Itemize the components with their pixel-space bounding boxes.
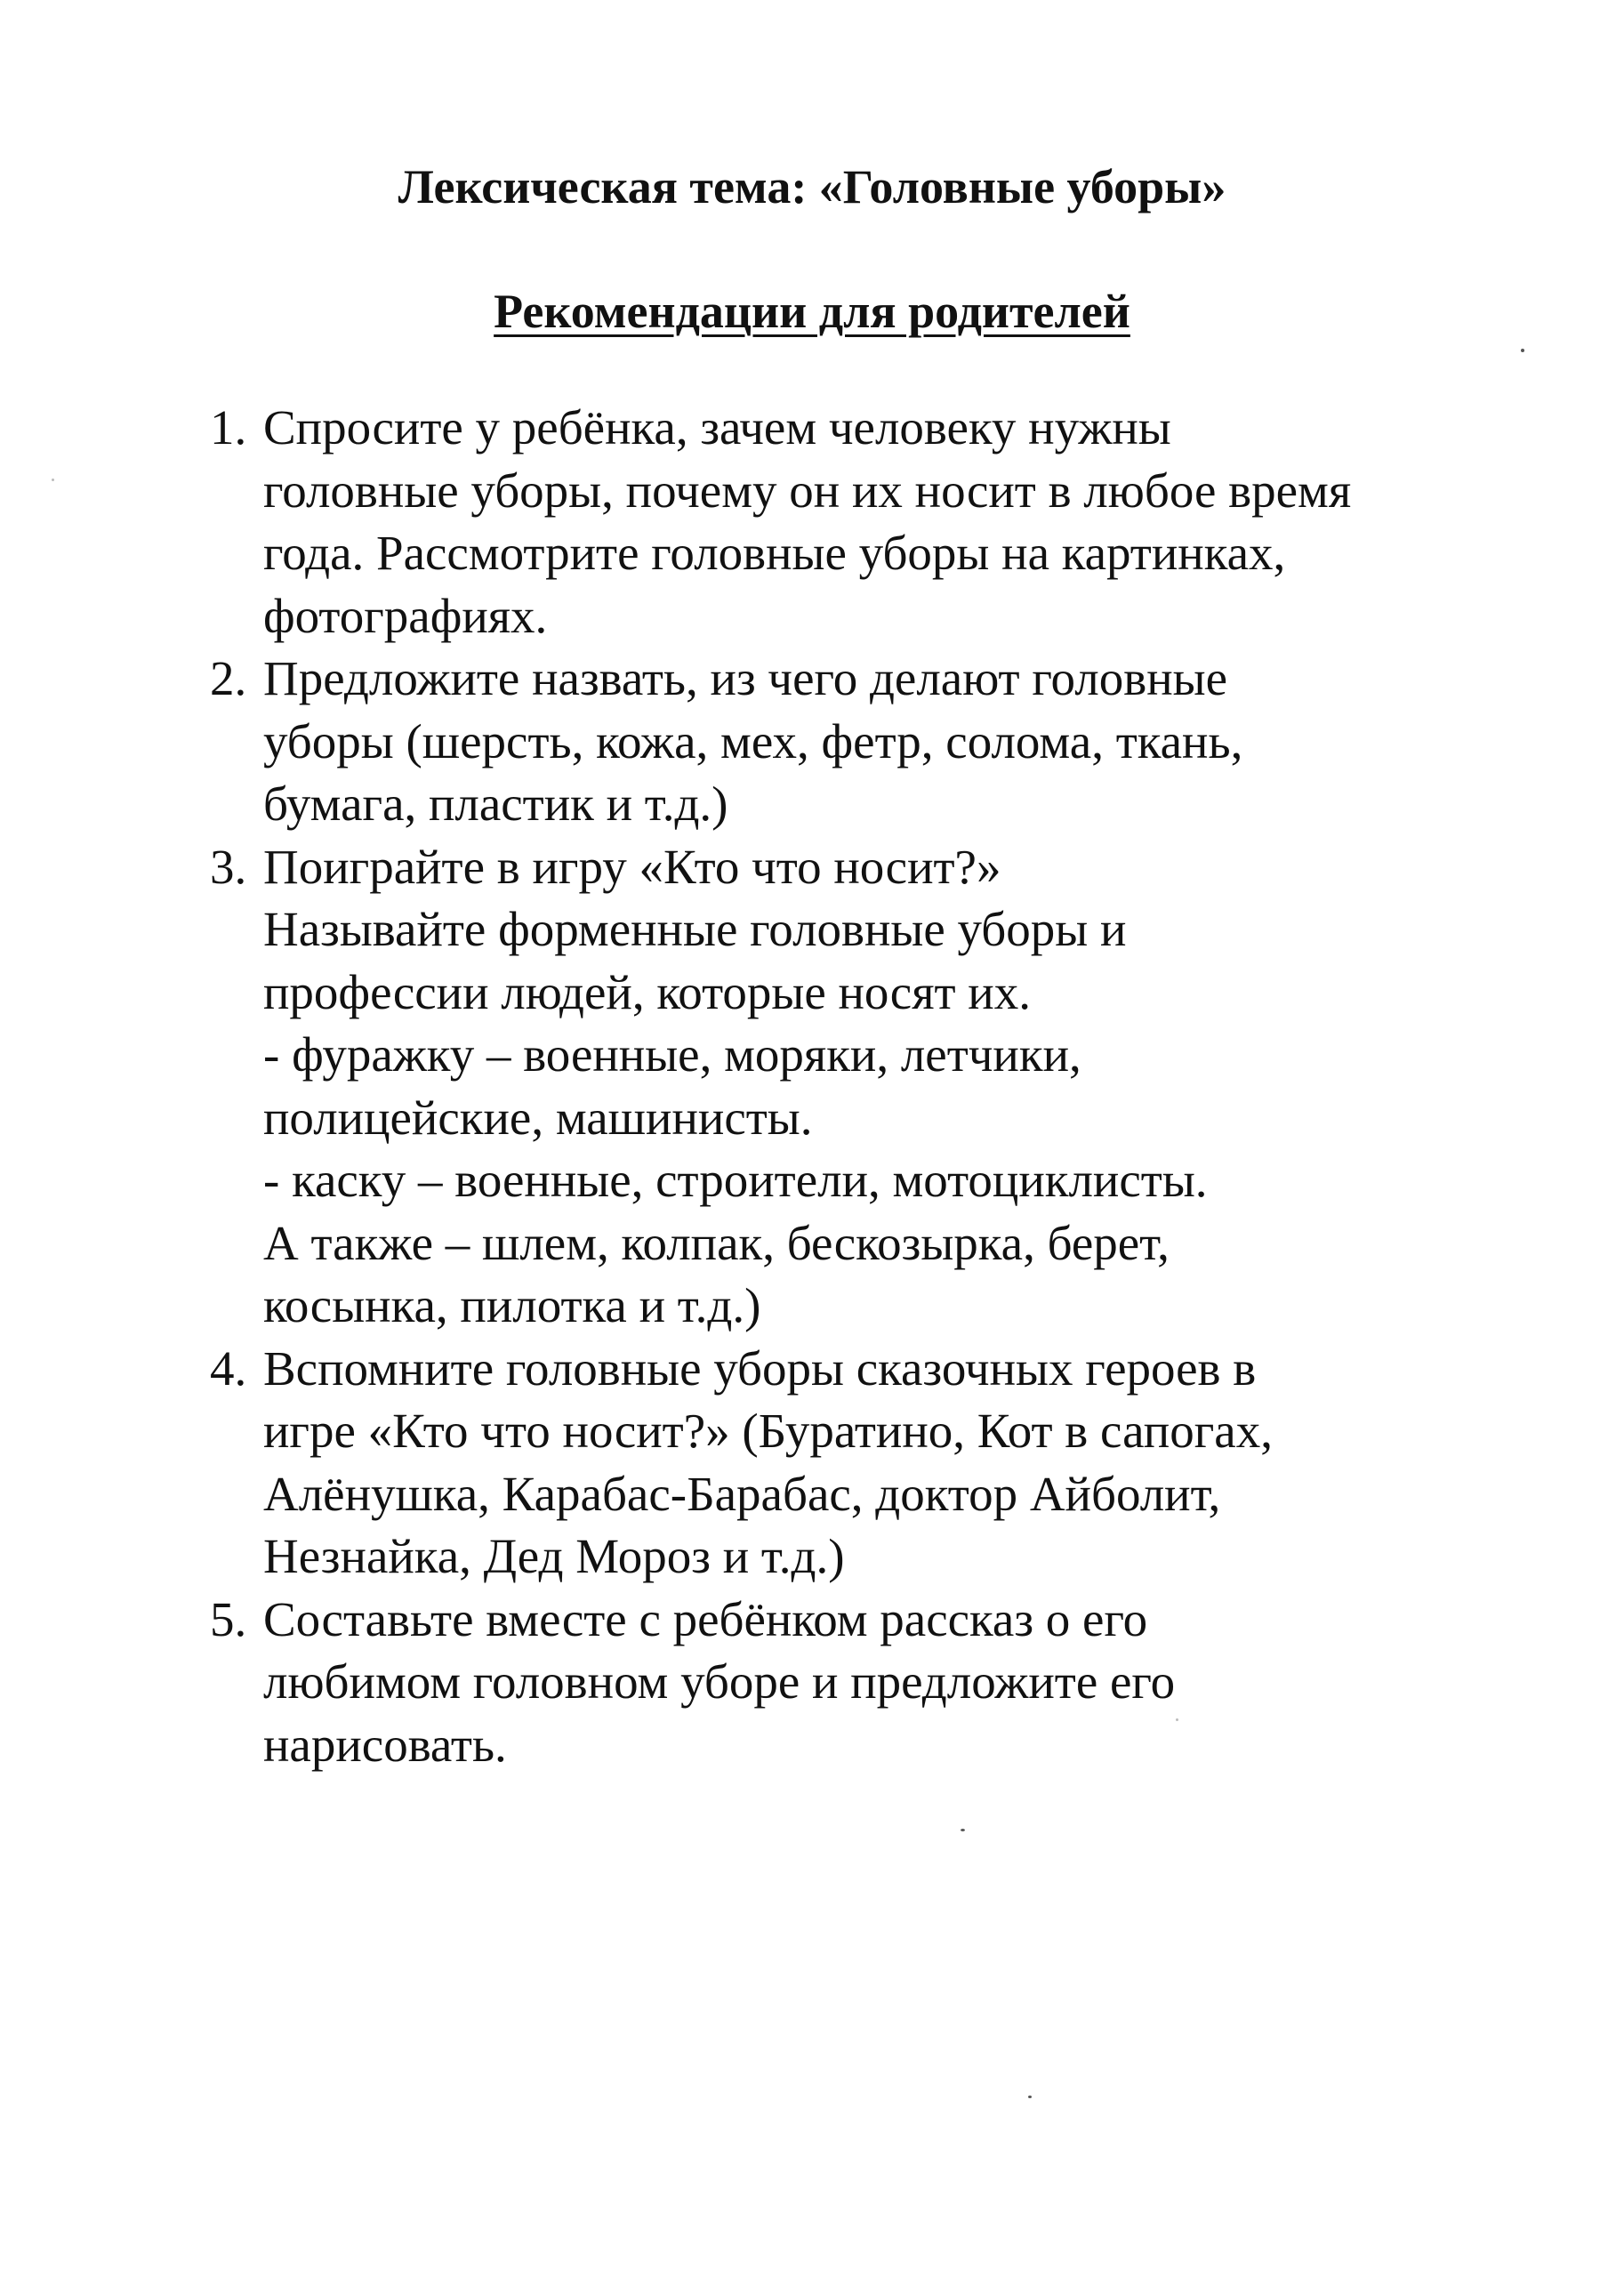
list-item (210, 1589, 1491, 1777)
list-item (210, 397, 1491, 648)
list-item-line: Составьте вместе с ребёнком рассказ о его (263, 1591, 1148, 1646)
scan-speck (1521, 349, 1524, 352)
list-item-line: Незнайка, Дед Мороз и т.д.) (263, 1529, 845, 1583)
list-item-line: уборы (шерсть, кожа, мех, фетр, солома, ткань, (263, 713, 1243, 768)
list-item-number: 2. (210, 651, 247, 705)
list-item-line: головные уборы, почему он их носит в любое время (263, 463, 1352, 518)
list-item-line: Называйте форменные головные уборы и (263, 902, 1127, 956)
list-item-line: косынка, пилотка и т.д.) (263, 1278, 761, 1332)
list-item-line: игре «Кто что носит?» (Буратино, Кот в сапогах, (263, 1404, 1273, 1458)
list-item-line: фотографиях. (263, 588, 548, 643)
list-item-line: Спросите у ребёнка, зачем человеку нужны (263, 400, 1171, 455)
list-item-line: Предложите назвать, из чего делают головные (263, 651, 1228, 705)
list-item-number: 1. (210, 400, 247, 455)
scan-speck (961, 1829, 965, 1831)
list-item-line: года. Рассмотрите головные уборы на картинках, (263, 526, 1286, 580)
list-item-line: бумага, пластик и т.д.) (263, 776, 728, 831)
list-item-line: Поиграйте в игру «Кто что носит?» (263, 839, 1001, 894)
list-item-line: Алёнушка, Карабас-Барабас, доктор Айболит, (263, 1466, 1221, 1521)
list-item-number: 4. (210, 1340, 247, 1396)
document-subtitle: Рекомендации для родителей (494, 285, 1130, 338)
recommendations-list (210, 397, 1491, 1776)
list-item-line: профессии людей, которые носят их. (263, 964, 1031, 1019)
scan-speck (1028, 2096, 1032, 2098)
scan-speck (52, 479, 54, 481)
document-title: Лексическая тема: «Головные уборы» (398, 160, 1226, 213)
list-item-line: нарисовать. (263, 1717, 507, 1772)
list-item-line: Вспомните головные уборы сказочных героев в (263, 1340, 1257, 1396)
list-item-line: - каску – военные, строители, мотоциклисты. (263, 1153, 1208, 1207)
list-item-line: - фуражку – военные, моряки, летчики, (263, 1027, 1081, 1082)
list-item (210, 836, 1491, 1338)
list-item-line: А также – шлем, колпак, бескозырка, берет, (263, 1215, 1170, 1270)
list-item-line: полицейские, машинисты. (263, 1090, 813, 1145)
list-item (210, 648, 1491, 836)
list-item-number: 3. (210, 839, 247, 894)
list-item (210, 1338, 1491, 1589)
scan-speck (1176, 1718, 1178, 1721)
list-item-line: любимом головном уборе и предложите его (263, 1654, 1176, 1709)
list-item-number: 5. (210, 1591, 247, 1646)
